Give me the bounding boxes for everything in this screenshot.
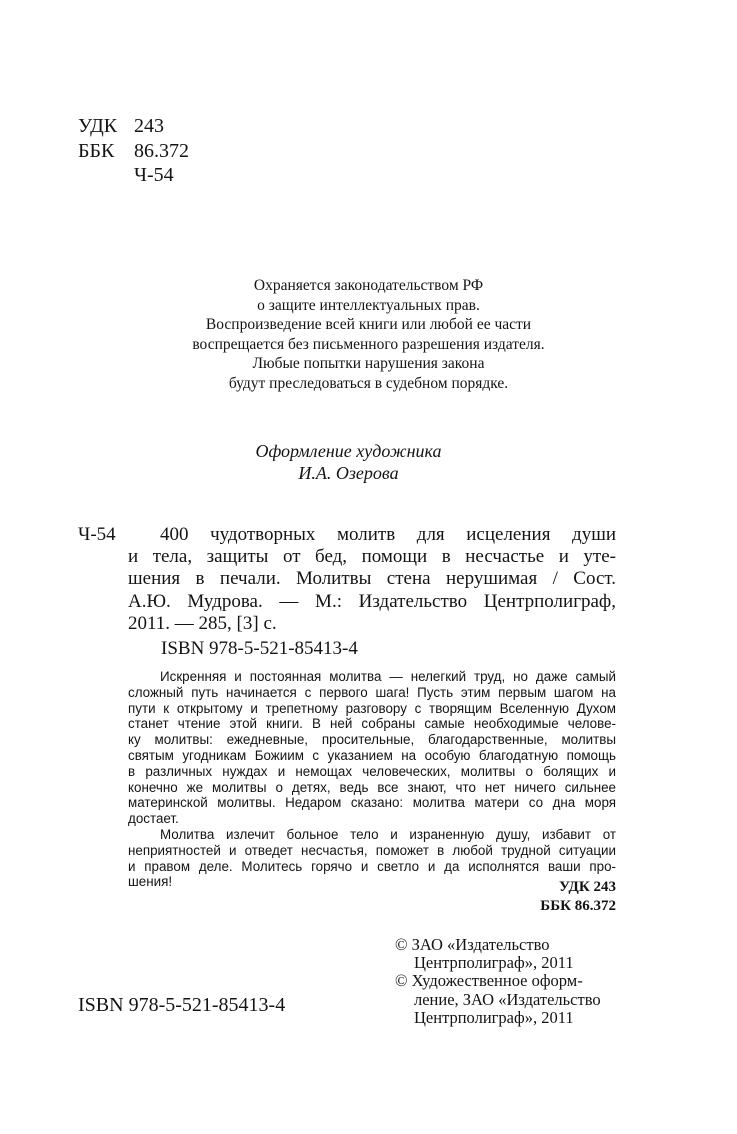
designer-name: И.А. Озерова bbox=[298, 463, 399, 483]
biblio-code: Ч-54 bbox=[78, 524, 116, 545]
annotation-line: материнской молитвы. Недаром сказано: молитва матери со дна моря bbox=[128, 795, 616, 811]
notice-line: воспрещается без письменного разрешения издателя. bbox=[192, 335, 545, 353]
copyright-design-cont: Центрполиграф», 2011 bbox=[414, 1007, 574, 1027]
biblio-line: 400 чудотворных молитв для исцеления души bbox=[160, 524, 616, 545]
annotation-line: ку молитвы: ежедневные, просительные, благодарственные, молитвы bbox=[128, 732, 616, 748]
author-mark: Ч-54 bbox=[134, 164, 174, 186]
annotation-line: в различных нуждах и немощах человеческих, молитвы о болящих и bbox=[128, 763, 616, 779]
udk-value: 243 bbox=[134, 115, 164, 137]
annotation-line: Молитва излечит больное тело и израненную душу, избавит от bbox=[160, 826, 616, 842]
bbk-value: 86.372 bbox=[134, 139, 189, 162]
copyrights bbox=[395, 936, 601, 1027]
annotation-line: пути к открытому и трепетному разговору с творящим Вселенную Духом bbox=[128, 700, 616, 716]
copyright-publisher-cont: Центрполиграф», 2011 bbox=[414, 953, 574, 973]
udk-label: УДК bbox=[78, 115, 118, 137]
udk-code: УДК 243 bbox=[559, 879, 616, 895]
notice-line: Любые попытки нарушения закона bbox=[252, 355, 485, 373]
copyright-notice bbox=[0, 276, 737, 394]
biblio-line: 2011. — 285, [3] с. bbox=[128, 612, 277, 634]
bibliographic-description bbox=[128, 524, 616, 635]
bbk-row bbox=[78, 139, 189, 164]
annotation-line: неприятностей и отведет несчастья, поможет в любой трудной ситуации bbox=[128, 842, 616, 858]
copyright-design: © Художественное оформ- bbox=[395, 971, 583, 991]
classification-block bbox=[78, 114, 189, 188]
notice-line: Охраняется законодательством РФ bbox=[253, 277, 484, 294]
copyright-publisher: © ЗАО «Издательство bbox=[395, 935, 550, 954]
bottom-codes bbox=[420, 878, 616, 915]
designer-credit bbox=[0, 440, 697, 484]
annotation-line: шения! bbox=[128, 874, 173, 890]
biblio-line: и тела, защиты от бед, помощи в несчастье и уте- bbox=[128, 546, 616, 568]
annotation-line: сложный путь начинается с первого шага! Пусть этим первым шагом на bbox=[128, 684, 616, 700]
annotation-line: Искренняя и постоянная молитва — нелегкий труд, но даже самый bbox=[160, 669, 616, 684]
bbk-label: ББК bbox=[78, 139, 115, 162]
biblio-line: шения в печали. Молитвы стена нерушимая / Сост. bbox=[128, 568, 616, 590]
isbn-bottom: ISBN 978-5-521-85413-4 bbox=[78, 994, 286, 1016]
annotation-line: достает. bbox=[128, 811, 179, 827]
annotation-line: станет чтение этой книги. В ней собраны самые необходимые челове- bbox=[128, 716, 616, 732]
annotation bbox=[128, 669, 616, 890]
notice-line: о защите интеллектуальных прав. bbox=[257, 296, 480, 314]
bbk-code: ББК 86.372 bbox=[540, 897, 616, 914]
annotation-line: и правом деле. Молитесь горячо и светло и да исполнятся ваши про- bbox=[128, 858, 616, 874]
annotation-line: конечно же молитвы о детях, ведь все знают, что нет ничего сильнее bbox=[128, 779, 616, 795]
notice-line: будут преследоваться в судебном порядке. bbox=[228, 374, 509, 392]
annotation-line: святым угодникам Божиим с указанием на особую благодатную помощь bbox=[128, 747, 616, 763]
copyright-design-cont: ление, ЗАО «Издательство bbox=[414, 989, 601, 1009]
biblio-line: А.Ю. Мудрова. — М.: Издательство Центрполиграф, bbox=[128, 590, 616, 612]
udk-row bbox=[78, 114, 189, 139]
notice-line: Воспроизведение всей книги или любой ее части bbox=[205, 316, 532, 334]
designer-title: Оформление художника bbox=[255, 441, 442, 461]
biblio-isbn: ISBN 978-5-521-85413-4 bbox=[161, 638, 358, 659]
